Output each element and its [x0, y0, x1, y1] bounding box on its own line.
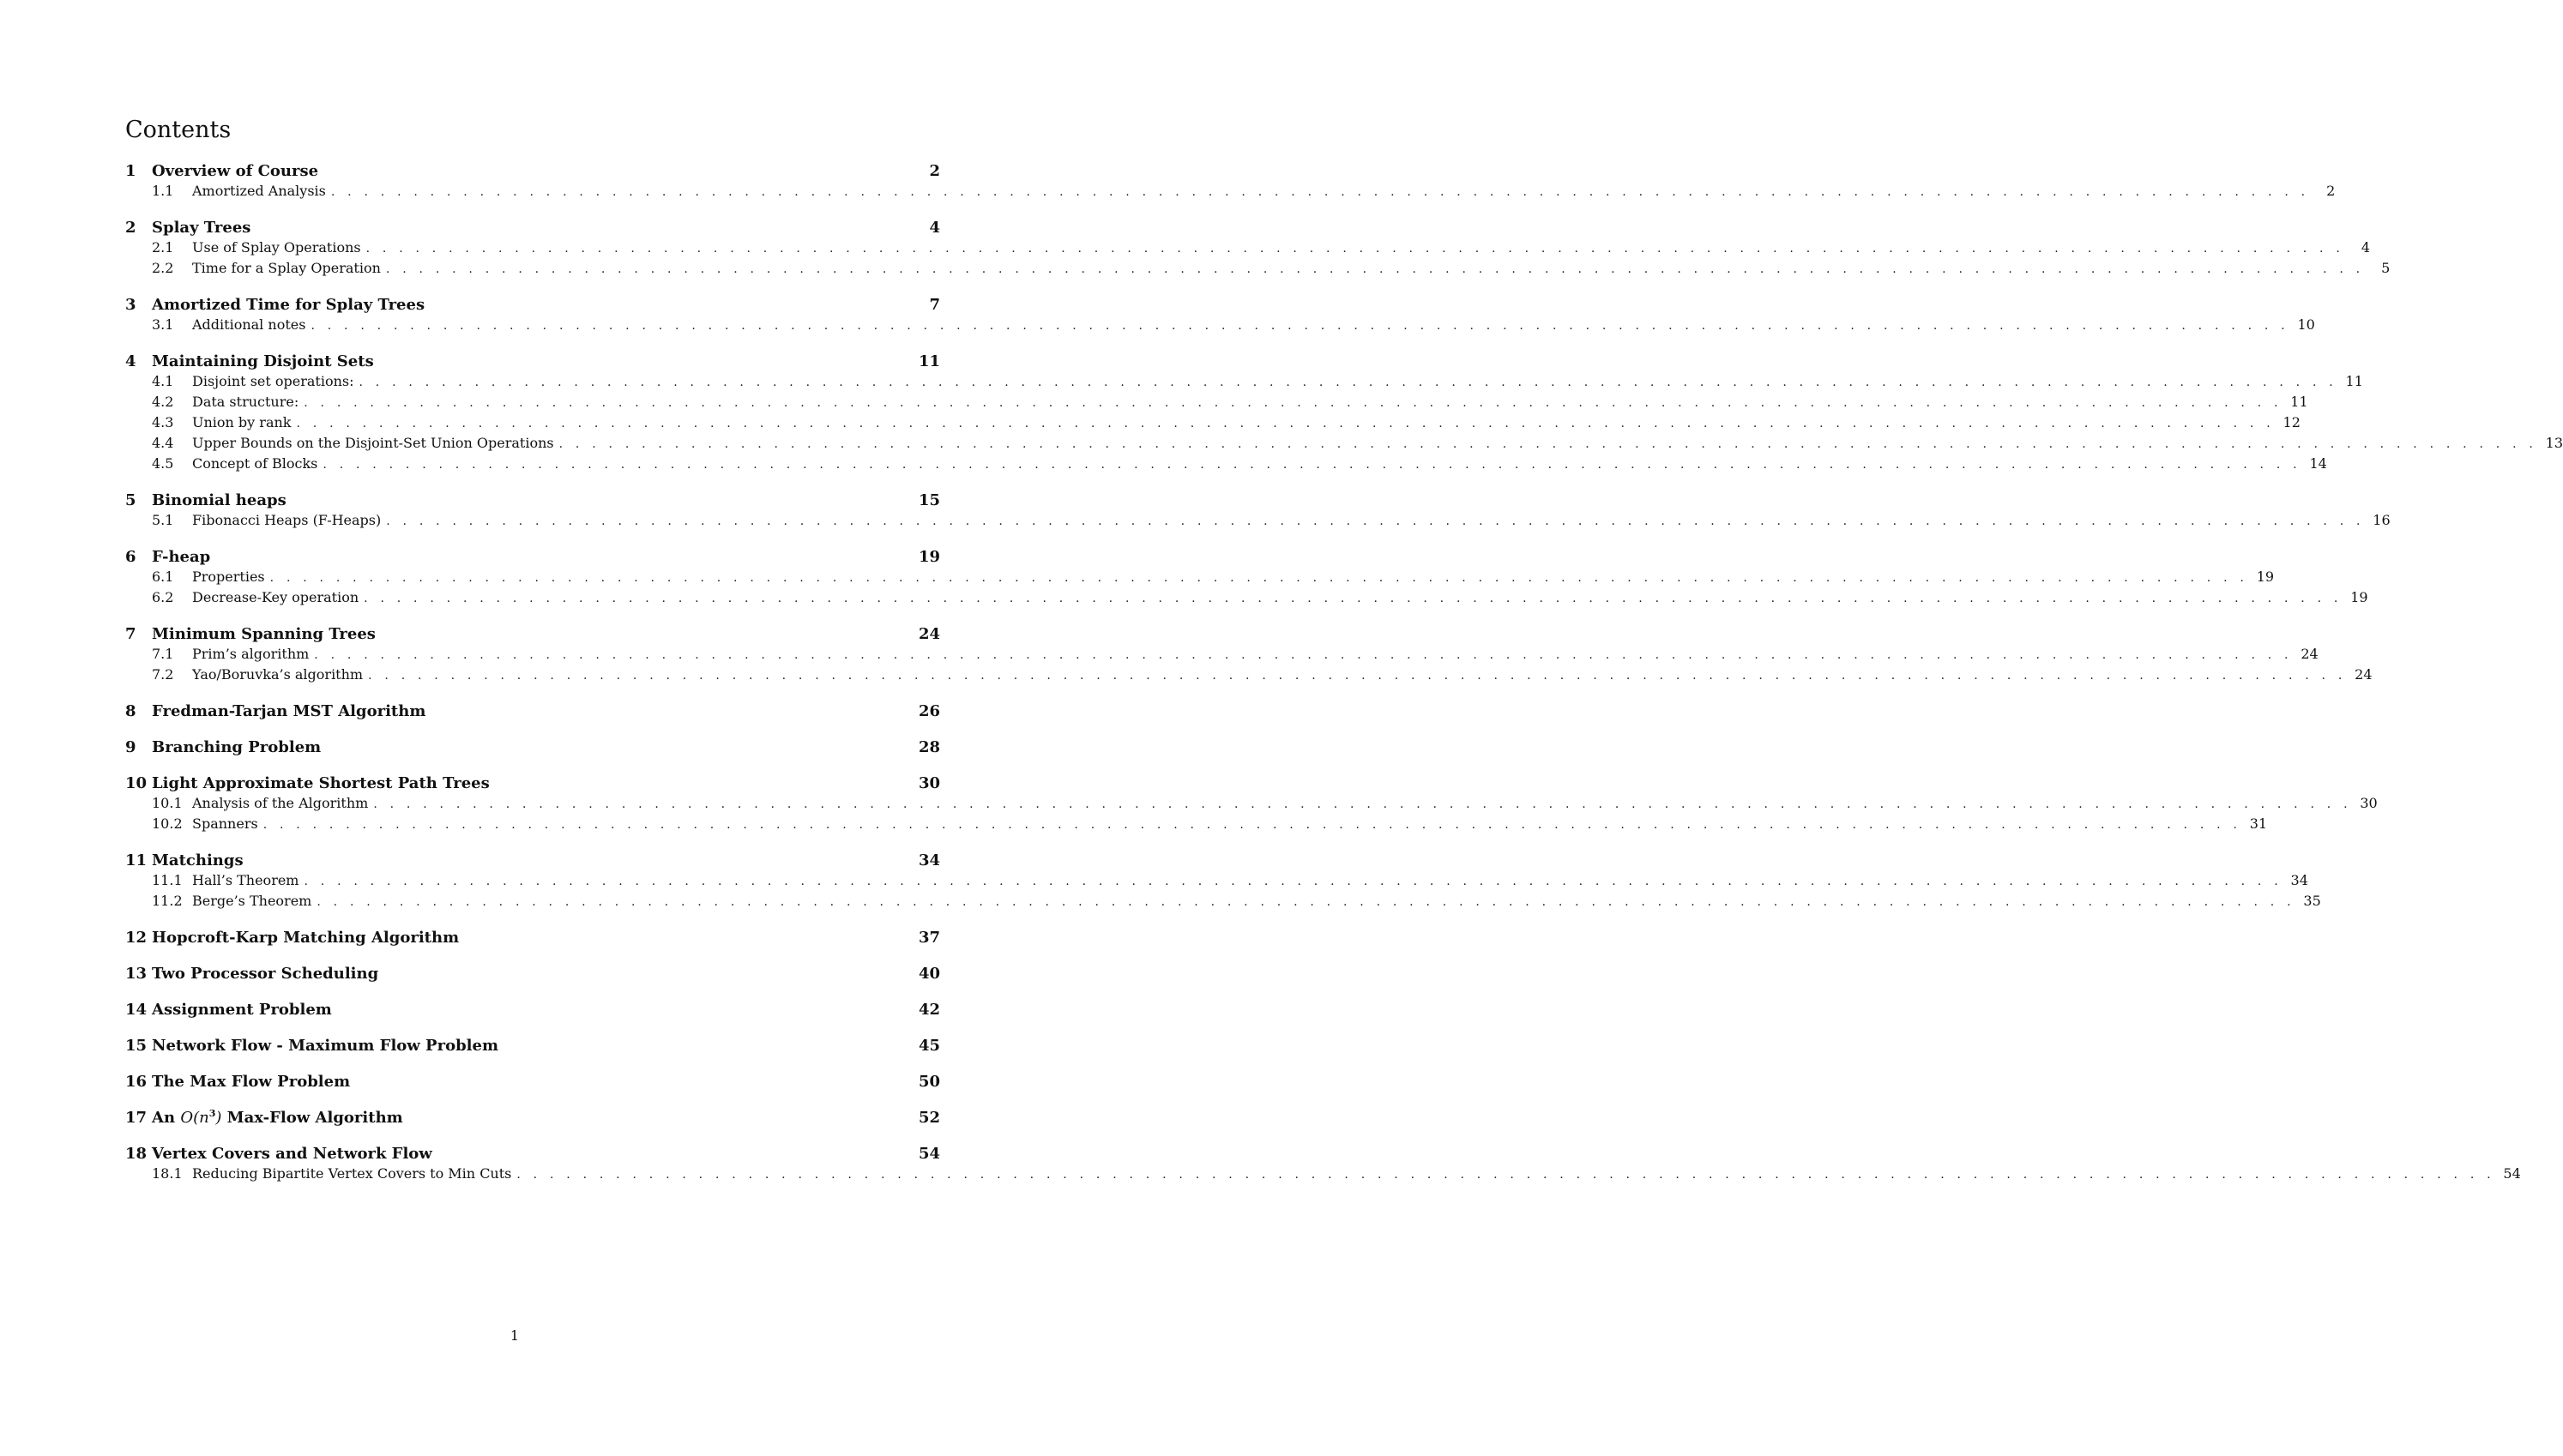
chapter-title: Overview of Course: [152, 162, 319, 180]
section-title: Prim’s algorithm: [192, 646, 310, 662]
toc-section-entry[interactable]: [125, 258, 2391, 279]
math-big-o: O: [180, 1109, 194, 1127]
section-page-number: 4: [2361, 239, 2370, 256]
chapter-title: Vertex Covers and Network Flow: [152, 1145, 432, 1163]
toc-chapter-entry[interactable]: [125, 1000, 940, 1020]
toc-chapter-entry[interactable]: [125, 490, 940, 510]
section-page-number: 30: [2360, 795, 2378, 811]
toc-section-entry[interactable]: [125, 510, 2391, 531]
toc-chapter: [125, 1144, 2521, 1184]
chapter-title: Hopcroft-Karp Matching Algorithm: [152, 929, 460, 947]
chapter-number: 8: [125, 702, 136, 720]
chapter-number: 5: [125, 491, 136, 509]
dot-leader: . . . . . . . . . . . . . . . . . . . . . . . . . . . . . . . . . . . . . . . . . . . . . . . . . . . . . . . . . . . . . . . . . . . . . . . . . . . . . . . . . . . . . . . . . . . . . . . . . . . . . . . . . . . . . . . . . . . . . . . .: [359, 376, 2337, 389]
section-page-number: 16: [2373, 512, 2391, 528]
chapter-page-number: 52: [918, 1109, 940, 1127]
chapter-title: [152, 1108, 919, 1128]
toc-section-entry[interactable]: [125, 1164, 2521, 1184]
toc-chapter: [125, 218, 2391, 279]
section-page-number: 19: [2256, 569, 2275, 585]
toc-chapter-entry[interactable]: [125, 352, 940, 371]
toc-chapter: [125, 964, 940, 984]
chapter-title: Assignment Problem: [152, 1001, 332, 1019]
section-number: 7.2: [152, 666, 174, 683]
section-title: Reducing Bipartite Vertex Covers to Min Cuts: [192, 1165, 512, 1182]
section-page-number: 34: [2290, 872, 2308, 888]
toc-section-entry[interactable]: [125, 644, 2319, 665]
section-title: Fibonacci Heaps (F-Heaps): [192, 512, 382, 528]
chapter-page-number: 4: [929, 219, 940, 237]
toc-section-entry[interactable]: [125, 238, 2370, 258]
chapter-title: Minimum Spanning Trees: [152, 625, 376, 643]
toc-chapter: [125, 1108, 940, 1128]
section-number: 3.1: [152, 316, 174, 333]
dot-leader: . . . . . . . . . . . . . . . . . . . . . . . . . . . . . . . . . . . . . . . . . . . . . . . . . . . . . . . . . . . . . . . . . . . . . . . . . . . . . . . . . . . . . . . . . . . . . . . . . . . . . . . . . . . . . . . . . . . . . . . .: [385, 262, 2365, 276]
section-title: Berge’s Theorem: [192, 893, 312, 909]
toc-chapter: [125, 490, 2391, 531]
math-close-paren: ): [215, 1109, 222, 1127]
chapter-page-number: 11: [918, 352, 940, 370]
section-title: Amortized Analysis: [192, 183, 326, 199]
chapter-number: 9: [125, 738, 136, 756]
toc-section-entry[interactable]: [125, 665, 2373, 685]
chapter-number: 3: [125, 296, 136, 314]
toc-chapter: [125, 773, 2378, 834]
section-number: 11.2: [152, 893, 183, 909]
section-title: Yao/Boruvka’s algorithm: [192, 666, 364, 683]
section-number: 4.4: [152, 435, 174, 451]
chapter-page-number: 28: [918, 738, 940, 756]
section-title: Data structure:: [192, 394, 299, 410]
chapter-page-number: 50: [918, 1073, 940, 1091]
toc-chapter: [125, 1072, 940, 1092]
section-page-number: 10: [2297, 316, 2315, 333]
toc-section-entry[interactable]: [125, 315, 2315, 335]
section-title: Additional notes: [192, 316, 306, 333]
section-page-number: 31: [2249, 815, 2268, 832]
section-title: Decrease-Key operation: [192, 589, 359, 605]
section-page-number: 35: [2303, 893, 2321, 909]
section-number: 6.1: [152, 569, 174, 585]
chapter-number: 1: [125, 162, 136, 180]
chapter-page-number: 34: [918, 851, 940, 869]
toc-chapter-entry[interactable]: [125, 218, 940, 238]
chapter-number: 12: [125, 929, 148, 947]
math-exponent: 3: [208, 1108, 216, 1119]
chapter-title: Splay Trees: [152, 219, 251, 237]
section-number: 5.1: [152, 512, 174, 528]
toc-section-entry[interactable]: [125, 587, 2368, 608]
chapter-number: 15: [125, 1037, 148, 1055]
chapter-title: Binomial heaps: [152, 491, 286, 509]
toc-chapter-entry[interactable]: [125, 773, 940, 793]
section-number: 2.2: [152, 260, 174, 276]
dot-leader: . . . . . . . . . . . . . . . . . . . . . . . . . . . . . . . . . . . . . . . . . . . . . . . . . . . . . . . . . . . . . . . . . . . . . . . . . . . . . . . . . . . . . . . . . . . . . . . . . . . . . . . . . . . . . . . . . . . . . . . .: [314, 648, 2293, 662]
toc-chapter: [125, 1036, 940, 1056]
chapter-title: Matchings: [152, 851, 244, 869]
section-title: Hall’s Theorem: [192, 872, 299, 888]
section-title: Concept of Blocks: [192, 455, 318, 472]
toc-chapter: [125, 701, 940, 721]
page-number: 1: [510, 1327, 520, 1344]
table-of-contents: [125, 161, 2563, 1200]
toc-chapter: [125, 737, 940, 757]
chapter-page-number: 40: [918, 965, 940, 983]
chapter-number: 18: [125, 1145, 148, 1163]
toc-section-entry[interactable]: [125, 870, 2308, 891]
section-page-number: 24: [2355, 666, 2373, 683]
chapter-title: Fredman-Tarjan MST Algorithm: [152, 702, 426, 720]
section-title: Analysis of the Algorithm: [192, 795, 369, 811]
section-page-number: 5: [2381, 260, 2391, 276]
dot-leader: . . . . . . . . . . . . . . . . . . . . . . . . . . . . . . . . . . . . . . . . . . . . . . . . . . . . . . . . . . . . . . . . . . . . . . . . . . . . . . . . . . . . . . . . . . . . . . . . . . . . . . . . . . . . . . . . . . . . . . . .: [269, 571, 2249, 585]
toc-chapter: [125, 624, 2373, 685]
toc-section-entry[interactable]: [125, 793, 2378, 814]
toc-section-entry[interactable]: [125, 181, 2336, 202]
toc-chapter: [125, 352, 2563, 474]
section-page-number: 19: [2350, 589, 2368, 605]
chapter-page-number: 54: [918, 1145, 940, 1163]
toc-chapter: [125, 928, 940, 948]
chapter-page-number: 42: [918, 1001, 940, 1019]
chapter-title: The Max Flow Problem: [152, 1073, 351, 1091]
chapter-title: Branching Problem: [152, 738, 322, 756]
section-page-number: 12: [2283, 414, 2301, 430]
section-number: 10.2: [152, 815, 183, 832]
math-argument: (n: [193, 1109, 209, 1127]
chapter-number: 17: [125, 1109, 148, 1127]
chapter-number: 10: [125, 774, 148, 792]
chapter-number: 13: [125, 965, 148, 983]
chapter-title-prefix: An: [152, 1109, 181, 1127]
chapter-number: 11: [125, 851, 148, 869]
section-number: 18.1: [152, 1165, 183, 1182]
dot-leader: . . . . . . . . . . . . . . . . . . . . . . . . . . . . . . . . . . . . . . . . . . . . . . . . . . . . . . . . . . . . . . . . . . . . . . . . . . . . . . . . . . . . . . . . . . . . . . . . . . . . . . . . . . . . . . . . . . . . . . . .: [330, 185, 2310, 199]
chapter-title: Amortized Time for Splay Trees: [152, 296, 425, 314]
dot-leader: . . . . . . . . . . . . . . . . . . . . . . . . . . . . . . . . . . . . . . . . . . . . . . . . . . . . . . . . . . . . . . . . . . . . . . . . . . . . . . . . . . . . . . . . . . . . . . . . . . . . . . . . . . . . . . . . . . . . . . . .: [323, 458, 2301, 472]
dot-leader: . . . . . . . . . . . . . . . . . . . . . . . . . . . . . . . . . . . . . . . . . . . . . . . . . . . . . . . . . . . . . . . . . . . . . . . . . . . . . . . . . . . . . . . . . . . . . . . . . . . . . . . . . . . . . . . . . . . . . . . .: [558, 437, 2538, 451]
dot-leader: . . . . . . . . . . . . . . . . . . . . . . . . . . . . . . . . . . . . . . . . . . . . . . . . . . . . . . . . . . . . . . . . . . . . . . . . . . . . . . . . . . . . . . . . . . . . . . . . . . . . . . . . . . . . . . . . . . . . . . . .: [317, 895, 2295, 909]
chapter-number: 4: [125, 352, 136, 370]
dot-leader: . . . . . . . . . . . . . . . . . . . . . . . . . . . . . . . . . . . . . . . . . . . . . . . . . . . . . . . . . . . . . . . . . . . . . . . . . . . . . . . . . . . . . . . . . . . . . . . . . . . . . . . . . . . . . . . . . . . . . . . .: [296, 417, 2275, 430]
toc-chapter: [125, 547, 2368, 608]
section-title: Upper Bounds on the Disjoint-Set Union Operations: [192, 435, 554, 451]
dot-leader: . . . . . . . . . . . . . . . . . . . . . . . . . . . . . . . . . . . . . . . . . . . . . . . . . . . . . . . . . . . . . . . . . . . . . . . . . . . . . . . . . . . . . . . . . . . . . . . . . . . . . . . . . . . . . . . . . . . . . . . .: [386, 514, 2365, 528]
section-page-number: 24: [2301, 646, 2319, 662]
toc-chapter-entry[interactable]: [125, 928, 940, 948]
toc-chapter: [125, 161, 2336, 202]
toc-section-entry[interactable]: [125, 412, 2301, 433]
toc-section-entry[interactable]: [125, 891, 2321, 912]
toc-section-entry[interactable]: [125, 392, 2308, 412]
dot-leader: . . . . . . . . . . . . . . . . . . . . . . . . . . . . . . . . . . . . . . . . . . . . . . . . . . . . . . . . . . . . . . . . . . . . . . . . . . . . . . . . . . . . . . . . . . . . . . . . . . . . . . . . . . . . . . . . . . . . . . . .: [311, 319, 2289, 333]
section-number: 10.1: [152, 795, 183, 811]
section-number: 2.1: [152, 239, 174, 256]
dot-leader: . . . . . . . . . . . . . . . . . . . . . . . . . . . . . . . . . . . . . . . . . . . . . . . . . . . . . . . . . . . . . . . . . . . . . . . . . . . . . . . . . . . . . . . . . . . . . . . . . . . . . . . . . . . . . . . . . . . . . . . .: [516, 1168, 2495, 1182]
toc-section-entry[interactable]: [125, 433, 2563, 454]
section-number: 7.1: [152, 646, 174, 662]
dot-leader: . . . . . . . . . . . . . . . . . . . . . . . . . . . . . . . . . . . . . . . . . . . . . . . . . . . . . . . . . . . . . . . . . . . . . . . . . . . . . . . . . . . . . . . . . . . . . . . . . . . . . . . . . . . . . . . . . . . . . . . .: [365, 242, 2344, 256]
chapter-number: 7: [125, 625, 136, 643]
chapter-title: F-heap: [152, 548, 211, 566]
toc-chapter-entry[interactable]: [125, 851, 940, 870]
toc-chapter-entry[interactable]: [125, 1072, 940, 1092]
chapter-number: 16: [125, 1073, 148, 1091]
dot-leader: . . . . . . . . . . . . . . . . . . . . . . . . . . . . . . . . . . . . . . . . . . . . . . . . . . . . . . . . . . . . . . . . . . . . . . . . . . . . . . . . . . . . . . . . . . . . . . . . . . . . . . . . . . . . . . . . . . . . . . . .: [304, 396, 2283, 410]
contents-heading: Contents: [125, 117, 232, 143]
section-number: 4.5: [152, 455, 174, 472]
toc-chapter-entry[interactable]: [125, 1108, 940, 1128]
section-title: Use of Splay Operations: [192, 239, 361, 256]
toc-chapter: [125, 851, 2321, 912]
section-number: 6.2: [152, 589, 174, 605]
dot-leader: . . . . . . . . . . . . . . . . . . . . . . . . . . . . . . . . . . . . . . . . . . . . . . . . . . . . . . . . . . . . . . . . . . . . . . . . . . . . . . . . . . . . . . . . . . . . . . . . . . . . . . . . . . . . . . . . . . . . . . . .: [304, 875, 2283, 888]
chapter-title-suffix: Max-Flow Algorithm: [221, 1109, 403, 1127]
section-page-number: 11: [2290, 394, 2308, 410]
chapter-page-number: 19: [918, 548, 940, 566]
dot-leader: . . . . . . . . . . . . . . . . . . . . . . . . . . . . . . . . . . . . . . . . . . . . . . . . . . . . . . . . . . . . . . . . . . . . . . . . . . . . . . . . . . . . . . . . . . . . . . . . . . . . . . . . . . . . . . . . . . . . . . . .: [262, 818, 2242, 832]
dot-leader: . . . . . . . . . . . . . . . . . . . . . . . . . . . . . . . . . . . . . . . . . . . . . . . . . . . . . . . . . . . . . . . . . . . . . . . . . . . . . . . . . . . . . . . . . . . . . . . . . . . . . . . . . . . . . . . . . . . . . . . .: [373, 797, 2352, 811]
toc-section-entry[interactable]: [125, 454, 2327, 474]
dot-leader: . . . . . . . . . . . . . . . . . . . . . . . . . . . . . . . . . . . . . . . . . . . . . . . . . . . . . . . . . . . . . . . . . . . . . . . . . . . . . . . . . . . . . . . . . . . . . . . . . . . . . . . . . . . . . . . . . . . . . . . .: [364, 592, 2343, 605]
toc-chapter-entry[interactable]: [125, 295, 940, 315]
section-number: 4.1: [152, 373, 174, 389]
chapter-number: 2: [125, 219, 136, 237]
chapter-page-number: 24: [918, 625, 940, 643]
toc-chapter-entry[interactable]: [125, 701, 940, 721]
toc-chapter-entry[interactable]: [125, 1036, 940, 1056]
toc-chapter-entry[interactable]: [125, 1144, 940, 1164]
section-number: 1.1: [152, 183, 174, 199]
section-title: Disjoint set operations:: [192, 373, 354, 389]
chapter-number: 6: [125, 548, 136, 566]
chapter-page-number: 45: [918, 1037, 940, 1055]
chapter-page-number: 26: [918, 702, 940, 720]
chapter-title: Light Approximate Shortest Path Trees: [152, 774, 490, 792]
toc-chapter-entry[interactable]: [125, 547, 940, 567]
section-number: 4.3: [152, 414, 174, 430]
section-page-number: 2: [2326, 183, 2336, 199]
section-title: Time for a Splay Operation: [192, 260, 381, 276]
toc-chapter: [125, 295, 2315, 335]
section-title: Union by rank: [192, 414, 292, 430]
section-title: Properties: [192, 569, 265, 585]
section-page-number: 54: [2503, 1165, 2521, 1182]
chapter-number: 14: [125, 1001, 148, 1019]
toc-chapter: [125, 1000, 940, 1020]
chapter-title: Network Flow - Maximum Flow Problem: [152, 1037, 498, 1055]
section-page-number: 13: [2545, 435, 2563, 451]
section-page-number: 11: [2345, 373, 2363, 389]
dot-leader: . . . . . . . . . . . . . . . . . . . . . . . . . . . . . . . . . . . . . . . . . . . . . . . . . . . . . . . . . . . . . . . . . . . . . . . . . . . . . . . . . . . . . . . . . . . . . . . . . . . . . . . . . . . . . . . . . . . . . . . .: [368, 669, 2347, 683]
chapter-title: Maintaining Disjoint Sets: [152, 352, 374, 370]
chapter-page-number: 37: [918, 929, 940, 947]
toc-chapter-entry[interactable]: [125, 161, 940, 181]
section-page-number: 14: [2309, 455, 2327, 472]
toc-section-entry[interactable]: [125, 814, 2268, 834]
toc-chapter-entry[interactable]: [125, 624, 940, 644]
chapter-title: Two Processor Scheduling: [152, 965, 379, 983]
section-title: Spanners: [192, 815, 258, 832]
toc-section-entry[interactable]: [125, 567, 2275, 587]
chapter-page-number: 15: [918, 491, 940, 509]
chapter-page-number: 7: [929, 296, 940, 314]
chapter-page-number: 2: [929, 162, 940, 180]
chapter-page-number: 30: [918, 774, 940, 792]
toc-section-entry[interactable]: [125, 371, 2363, 392]
toc-chapter-entry[interactable]: [125, 737, 940, 757]
section-number: 4.2: [152, 394, 174, 410]
toc-chapter-entry[interactable]: [125, 964, 940, 984]
section-number: 11.1: [152, 872, 183, 888]
